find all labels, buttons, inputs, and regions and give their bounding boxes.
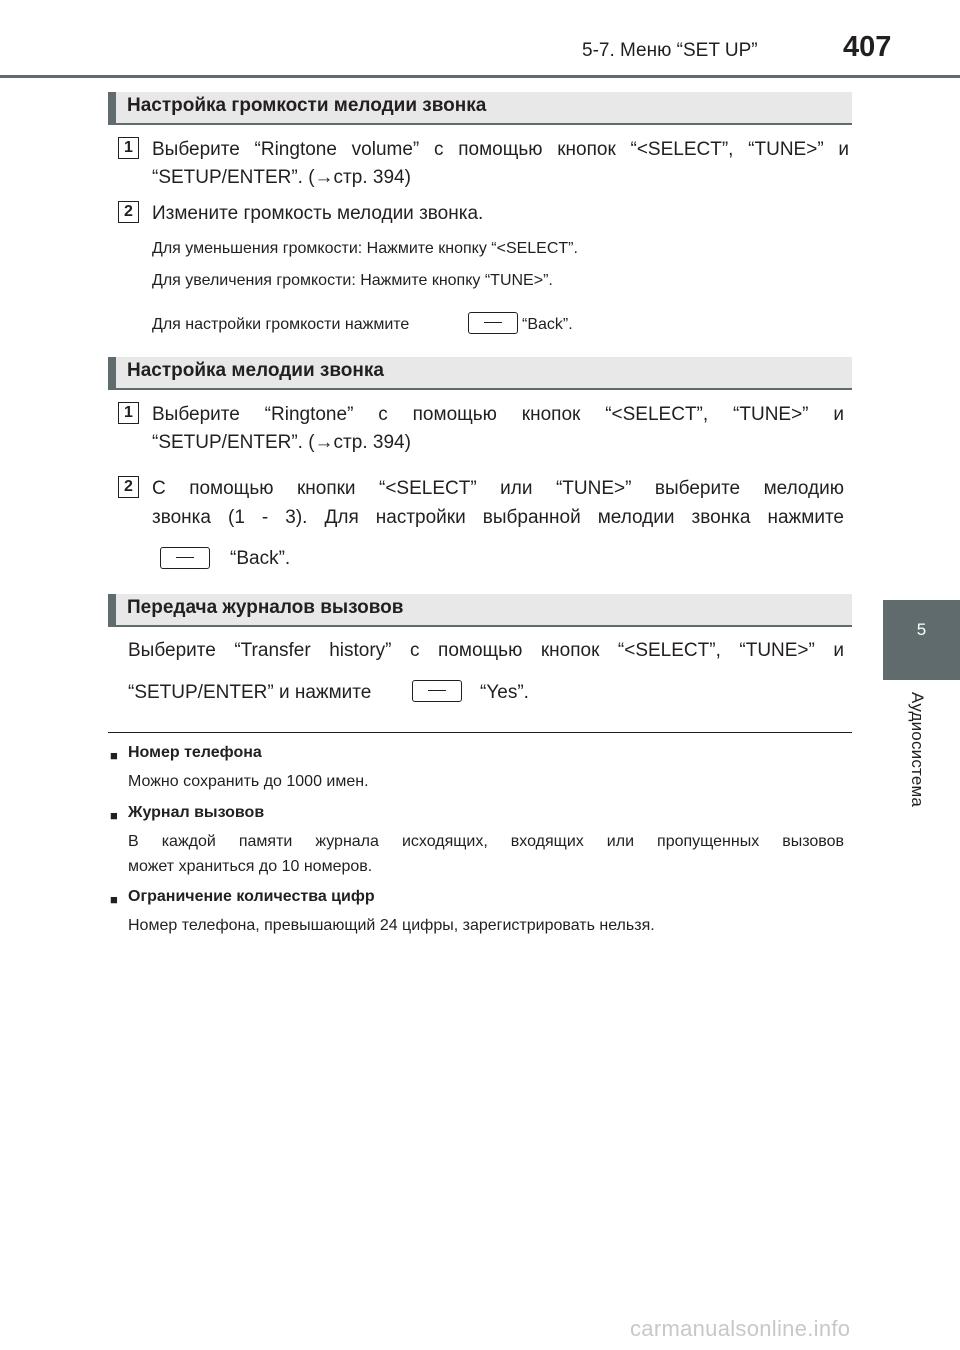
step-number: 1 (118, 402, 139, 424)
note-text: может храниться до 10 номеров. (128, 858, 373, 875)
instruction-text: “Back”. (522, 316, 573, 333)
instruction-text: Для настройки громкости нажмите (152, 316, 410, 333)
step-text: “Back”. (230, 548, 291, 569)
chapter-tab (883, 600, 960, 680)
page-number: 407 (843, 31, 892, 63)
instruction-text: Для уменьшения громкости: Нажмите кнопку “<SELECT”. (152, 240, 578, 257)
note-heading: Ограничение количества цифр (128, 888, 375, 905)
back-button-icon (160, 547, 210, 569)
instruction-text: Для увеличения громкости: Нажмите кнопку “TUNE>”. (152, 272, 553, 289)
step-number: 2 (118, 201, 139, 223)
divider (108, 732, 852, 733)
step-text: “SETUP/ENTER”. (→стр. 394) (152, 432, 411, 453)
chapter-number: 5 (916, 620, 927, 639)
body-text: Выберите “Transfer history” с помощью кнопок “<SELECT”, “TUNE>” и (128, 640, 844, 661)
bullet-icon: ■ (110, 892, 118, 907)
bullet-icon: ■ (110, 808, 118, 823)
step-text: звонка (1 - 3). Для настройки выбранной мелодии звонка нажмите (152, 507, 844, 528)
section-heading-volume (108, 92, 852, 125)
step-text: Выберите “Ringtone volume” с помощью кнопок “<SELECT”, “TUNE>” и (152, 139, 849, 160)
step-number: 1 (118, 137, 139, 159)
header-rule (0, 75, 960, 78)
back-button-icon (468, 312, 518, 334)
note-text: В каждой памяти журнала исходящих, входящих или пропущенных вызовов (128, 833, 844, 850)
yes-button-icon (412, 680, 462, 702)
section-heading-transfer (108, 594, 852, 627)
step-text: “SETUP/ENTER”. (→стр. 394) (152, 167, 411, 188)
section-heading-text: Передача журналов вызовов (127, 597, 404, 618)
note-text: Можно сохранить до 1000 имен. (128, 773, 369, 790)
heading-bar (108, 357, 116, 388)
note-heading: Журнал вызовов (128, 804, 265, 821)
chapter-label: Аудиосистема (908, 692, 927, 808)
step-text: С помощью кнопки “<SELECT” или “TUNE>” выберите мелодию (152, 478, 844, 499)
watermark: carmanualsonline.info (630, 1316, 851, 1341)
step-text: Выберите “Ringtone” с помощью кнопок “<SELECT”, “TUNE>” и (152, 404, 844, 425)
note-text: Номер телефона, превышающий 24 цифры, зарегистрировать нельзя. (128, 917, 655, 934)
step-text: Измените громкость мелодии звонка. (152, 203, 484, 224)
section-heading-ringtone (108, 357, 852, 390)
section-title: 5-7. Меню “SET UP” (582, 40, 758, 61)
body-text: “SETUP/ENTER” и нажмите (128, 682, 372, 703)
step-number: 2 (118, 476, 139, 498)
body-text: “Yes”. (480, 682, 529, 703)
bullet-icon: ■ (110, 748, 118, 763)
heading-bar (108, 92, 116, 123)
heading-bar (108, 594, 116, 625)
note-heading: Номер телефона (128, 744, 262, 761)
section-heading-text: Настройка мелодии звонка (127, 360, 384, 381)
section-heading-text: Настройка громкости мелодии звонка (127, 95, 487, 116)
